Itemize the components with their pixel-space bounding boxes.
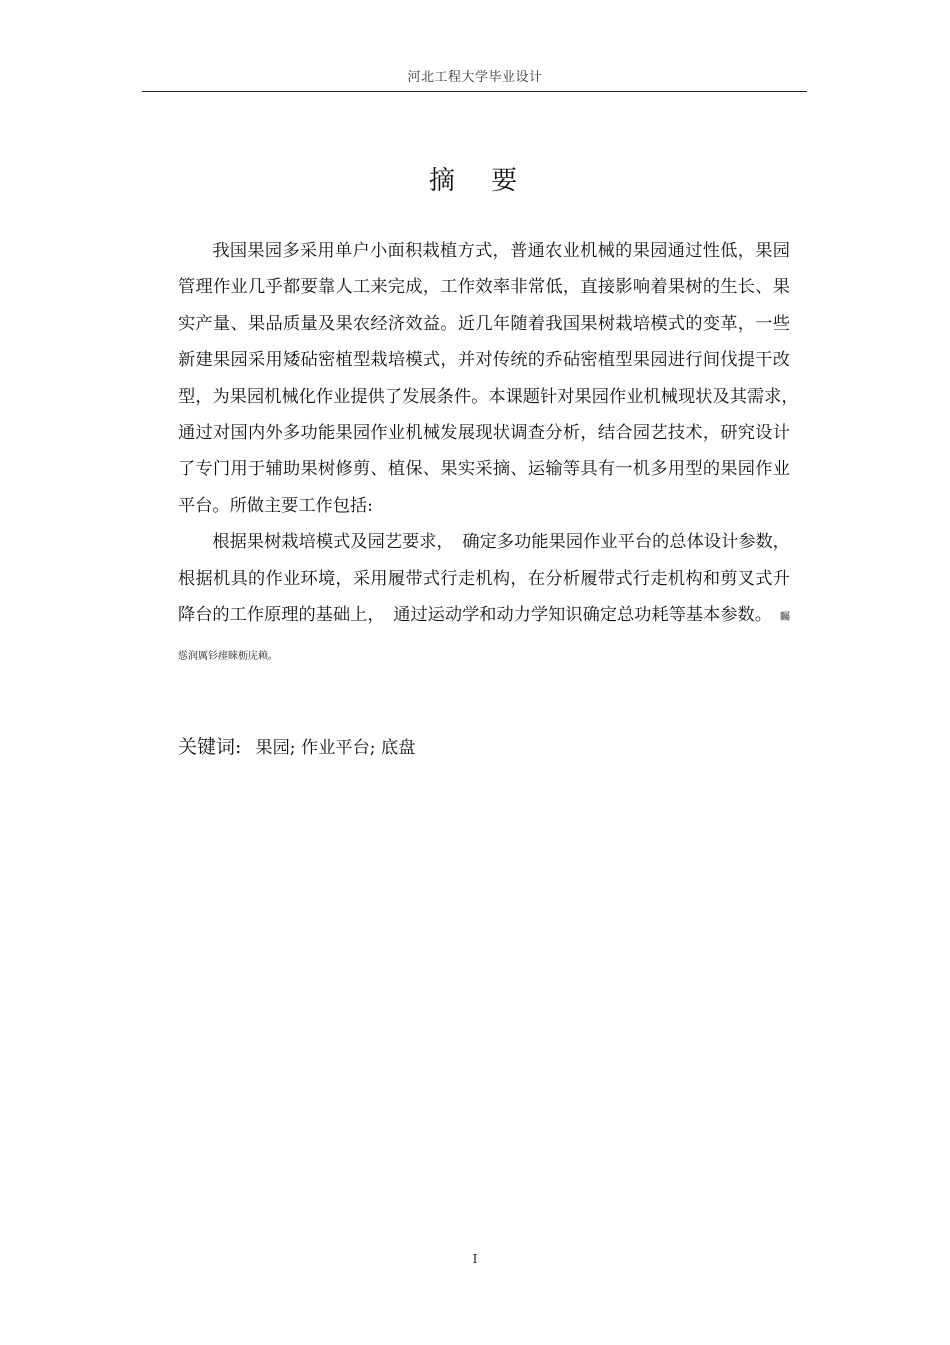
abstract-paragraph-2 — [178, 524, 790, 676]
abstract-paragraph-2-text: 根据果树栽培模式及园艺要求， 确定多功能果园作业平台的总体设计参数，根据机具的作业环境，采用履带式行走机构，在分析履带式行走机构和剪叉式升降台的工作原理的基础上， 通过运动学和动力学知识确定总功耗等基本参数。 — [178, 532, 790, 626]
page-number: I — [472, 1252, 478, 1266]
header-divider — [142, 91, 807, 92]
running-header: 河北工程大学毕业设计 — [407, 70, 543, 85]
keywords-label: 关键词: — [178, 736, 242, 758]
abstract-body — [178, 233, 808, 676]
keywords-line — [178, 732, 778, 759]
abstract-title: 摘 要 — [428, 166, 532, 196]
garbled-text-fragment: 矚慫润厲钐瘗睞枥庑赖。 — [178, 612, 790, 663]
keywords-value: 果园; 作业平台; 底盘 — [255, 738, 416, 758]
abstract-paragraph-1: 我国果园多采用单户小面积栽植方式，普通农业机械的果园通过性低，果园管理作业几乎都要靠人工来完成，工作效率非常低，直接影响着果树的生长、果实产量、果品质量及果农经济效益。近几年随着我国果树栽培模式的变革，一些新建果园采用矮砧密植型栽培模式，并对传统的乔砧密植型果园进行间伐提干改型，为果园机械化作业提供了发展条件。本课题针对果园作业机械现状及其需求， 通过对国内外多功能果园作业机械发展现状调查分析，结合园艺技术，研究设计了专门用于辅助果树修剪、植保、果实采摘、运输等具有一机多用型的果园作业平台。所做主要工作包括: — [178, 241, 808, 516]
